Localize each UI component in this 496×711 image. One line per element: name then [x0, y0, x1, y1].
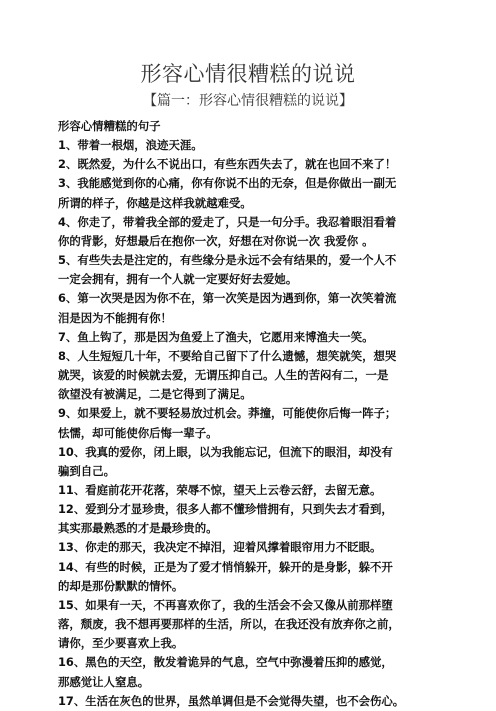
body-line: 骗到自己。 [58, 463, 115, 478]
body-line: 13、你走的那天，我决定不掉泪，迎着风撑着眼帘用力不眨眼。 [58, 540, 382, 555]
body-line: 一定会拥有，拥有一个人就一定要好好去爱她。 [58, 272, 298, 287]
body-line: 落，颓废，我不想再要那样的生活，所以，在我还没有放弃你之前， [58, 617, 400, 632]
body-line: 11、看庭前花开花落，荣辱不惊，望天上云卷云舒，去留无意。 [58, 482, 382, 497]
body-line: 欲望没有被满足，二是它得到了满足。 [58, 387, 252, 402]
body-line: 1、带着一根烟，浪迹天涯。 [58, 138, 203, 153]
body-line: 16、黑色的天空，散发着诡异的气息，空气中弥漫着压抑的感觉， [58, 655, 393, 670]
body-line: 你的背影，好想最后在抱你一次，好想在对你说一次 我爱你 。 [58, 233, 374, 248]
body-line: 7、鱼上钩了，那是因为鱼爱上了渔夫，它愿用来博渔夫一笑。 [58, 329, 374, 344]
body-line: 形容心情糟糕的句子 [58, 119, 161, 133]
body-line: 怯懦，却可能使你后悔一辈子。 [58, 425, 218, 440]
document-title: 形容心情很糟糕的说说 [140, 62, 356, 86]
body-line: 12、爱到分才显珍贵，很多人都不懂珍惜拥有，只到失去才看到， [58, 502, 393, 517]
body-line: 那感觉让人窒息。 [58, 674, 150, 689]
body-line: 17、生活在灰色的世界，虽然单调但是不会觉得失望，也不会伤心。 [58, 693, 405, 708]
body-line: 4、你走了，带着我全部的爱走了，只是一句分手。我忍着眼泪看着 [58, 214, 397, 229]
body-line: 的却是那份默默的情怀。 [58, 578, 184, 593]
body-line: 6、第一次哭是因为你不在，第一次笑是因为遇到你，第一次笑着流 [58, 291, 397, 306]
body-line: 请你，至少要喜欢上我。 [58, 636, 184, 651]
document-subtitle: 【篇一：形容心情很糟糕的说说】 [143, 93, 353, 109]
body-line: 9、如果爱上，就不要轻易放过机会。莽撞，可能使你后悔一阵子； [58, 406, 397, 421]
body-line: 其实那最熟悉的才是最珍贵的。 [58, 521, 218, 536]
body-line: 就哭，该爱的时候就去爱，无谓压抑自己。人生的苦闷有二，一是 [58, 368, 389, 383]
body-line: 3、我能感觉到你的心痛，你有你说不出的无奈，但是你做出一副无 [58, 176, 397, 191]
body-line: 10、我真的爱你，闭上眼，以为我能忘记，但流下的眼泪，却没有 [58, 444, 393, 459]
body-line: 泪是因为不能拥有你！ [58, 310, 172, 325]
body-line: 5、有些失去是注定的，有些缘分是永远不会有结果的，爱一个人不 [58, 253, 397, 268]
body-line: 8、人生短短几十年，不要给自己留下了什么遗憾，想笑就笑，想哭 [58, 348, 397, 363]
document-body [58, 117, 454, 711]
body-line: 所谓的样子，你越是这样我就越难受。 [58, 195, 252, 210]
body-line: 2、既然爱，为什么不说出口，有些东西失去了，就在也回不来了！ [58, 157, 397, 172]
body-line: 14、有些的时候，正是为了爱才悄悄躲开，躲开的是身影，躲不开 [58, 559, 393, 574]
body-line: 15、如果有一天，不再喜欢你了，我的生活会不会又像从前那样堕 [58, 597, 393, 612]
